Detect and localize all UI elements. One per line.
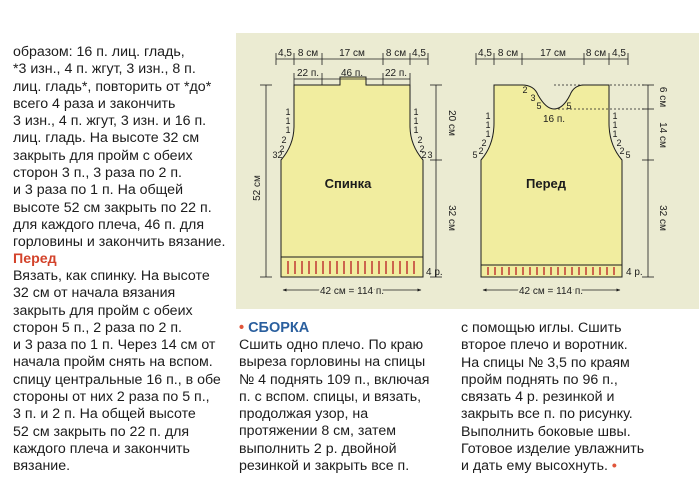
back-rib-rows: 4 р. (426, 267, 443, 278)
back-stitches-shoulder-left: 22 п. (296, 68, 320, 79)
back-width: 42 см = 114 п. (319, 286, 385, 297)
front-right-armhole-step: 1 (612, 129, 618, 139)
front-dim-neck: 17 см (540, 48, 566, 59)
front-left-armhole-step: 1 (485, 129, 491, 139)
back-outline (281, 77, 423, 257)
front-left-armhole-step: 2 (481, 138, 487, 148)
back-right-armhole-step: 1 (413, 116, 419, 126)
back-left-armhole-step: 1 (285, 107, 291, 117)
assembly-text-part2-body: с помощью иглы. Сшить второе плечо и воротник. На спицы № 3,5 по краям пройм поднять по 96 п., связать 4 р. резинкой и закрыть все п. по рисунку. Выполнить боковые швы. Готовое изделие увлажнить и дать ему высохнуть. (461, 320, 645, 475)
front-right-armhole-step: 5 (625, 150, 631, 160)
front-right-armhole-step: 1 (612, 111, 618, 121)
front-armhole-height: 14 см (657, 122, 668, 148)
front-neck-label: 16 п. (542, 114, 566, 125)
end-marker-icon: • (611, 458, 617, 475)
front-neck-step: 2 (522, 85, 528, 95)
back-piece (252, 48, 457, 297)
back-right-armhole-step: 2 (419, 144, 425, 154)
front-left-armhole-step: 1 (485, 111, 491, 121)
back-dim-shoulder-offset-left: 4,5 (278, 48, 292, 59)
back-left-armhole-step: 1 (285, 116, 291, 126)
back-left-armhole-step: 2 (277, 150, 283, 160)
back-total-height: 52 см (252, 175, 263, 201)
front-dim-shoulder-offset-right: 4,5 (612, 48, 626, 59)
front-right-armhole-step: 2 (619, 146, 625, 156)
back-dim-shoulder-right: 8 см (385, 48, 407, 59)
back-dim-shoulder-offset-right: 4,5 (412, 48, 426, 59)
front-left-armhole-step: 5 (472, 150, 478, 160)
front-dim-shoulder-left: 8 см (497, 48, 519, 59)
front-neck-step: 5 (566, 101, 572, 111)
front-title: Перед (526, 176, 566, 191)
back-right-armhole-step: 2 (421, 150, 427, 160)
front-instructions-text: Вязать, как спинку. На высоте 32 см от начала вязания закрыть для пройм с обеих сторон 5 п., 2 раза по 2 п. и 3 раза по 1 п. Через 14 см от начала пройм снять на вспом. спицу центральные 16 п., в обе стороны от них 2 раза по 5 п., 3 п. и 2 п. На общей высоте 52 см закрыть по 22 п. для каждого плеча и закончить вязание. (13, 268, 221, 475)
front-neck-step: 5 (536, 101, 542, 111)
pattern-diagram (236, 33, 699, 309)
back-instructions-text: образом: 16 п. лиц. гладь, *3 изн., 4 п. жгут, 3 изн., 8 п. лиц. гладь*, повторить от *до* всего 4 раза и закончить 3 изн., 4 п. жгут, 3 изн. и 16 п. лиц. гладь. На высоте 32 см закрыть для пройм с обеих сторон 3 п., 3 раза по 2 п. и 3 раза по 1 п. На общей высоте 52 см закрыть по 22 п. для каждого плеча, 46 п. для горловины и закончить вязание. (13, 44, 226, 251)
front-body-height: 32 см (657, 205, 668, 231)
front-right-armhole-step: 1 (612, 120, 618, 130)
back-left-armhole-step: 3 (272, 150, 278, 160)
back-stitches-shoulder-right: 22 п. (384, 68, 408, 79)
front-neck-depth: 6 см (657, 86, 668, 108)
back-stitches-neck: 46 п. (340, 68, 364, 79)
back-title: Спинка (324, 176, 372, 191)
back-right-armhole-step: 1 (413, 125, 419, 135)
assembly-text-part2 (461, 320, 686, 476)
assembly-heading (239, 320, 309, 336)
front-heading: Перед (13, 251, 57, 267)
front-left-armhole-step: 2 (478, 146, 484, 156)
back-armhole-height: 20 см (446, 110, 457, 136)
assembly-heading-label: СБОРКА (248, 320, 310, 336)
back-right-armhole-step: 1 (413, 107, 419, 117)
pattern-diagram-panel (236, 33, 699, 309)
back-right-armhole-step: 2 (417, 135, 423, 145)
back-dim-shoulder-left: 8 см (297, 48, 319, 59)
front-right-armhole-step: 2 (616, 138, 622, 148)
front-width: 42 см = 114 п. (518, 286, 584, 297)
front-dim-shoulder-right: 8 см (585, 48, 607, 59)
assembly-text-part1: Сшить одно плечо. По краю выреза горловины на спицы № 4 поднять 109 п., включая п. с вспом. спицы, и вязать, продолжая узор, на протяжении 8 см, затем выполнить 2 р. двойной резинкой и закрыть все п. (239, 337, 430, 475)
bullet-dot-icon: • (239, 320, 245, 336)
front-vertical-dim-lines (642, 85, 654, 277)
back-left-armhole-step: 2 (279, 144, 285, 154)
back-body-height: 32 см (446, 205, 457, 231)
back-left-armhole-step: 1 (285, 125, 291, 135)
back-left-armhole-step: 2 (281, 135, 287, 145)
front-neck-step: 3 (530, 93, 536, 103)
front-piece (472, 48, 668, 297)
front-outline (481, 85, 625, 265)
front-left-armhole-step: 1 (485, 120, 491, 130)
back-dim-neck: 17 см (339, 48, 365, 59)
back-right-armhole-step: 3 (427, 150, 433, 160)
front-dim-shoulder-offset-left: 4,5 (478, 48, 492, 59)
front-rib-rows: 4 р. (626, 267, 643, 278)
